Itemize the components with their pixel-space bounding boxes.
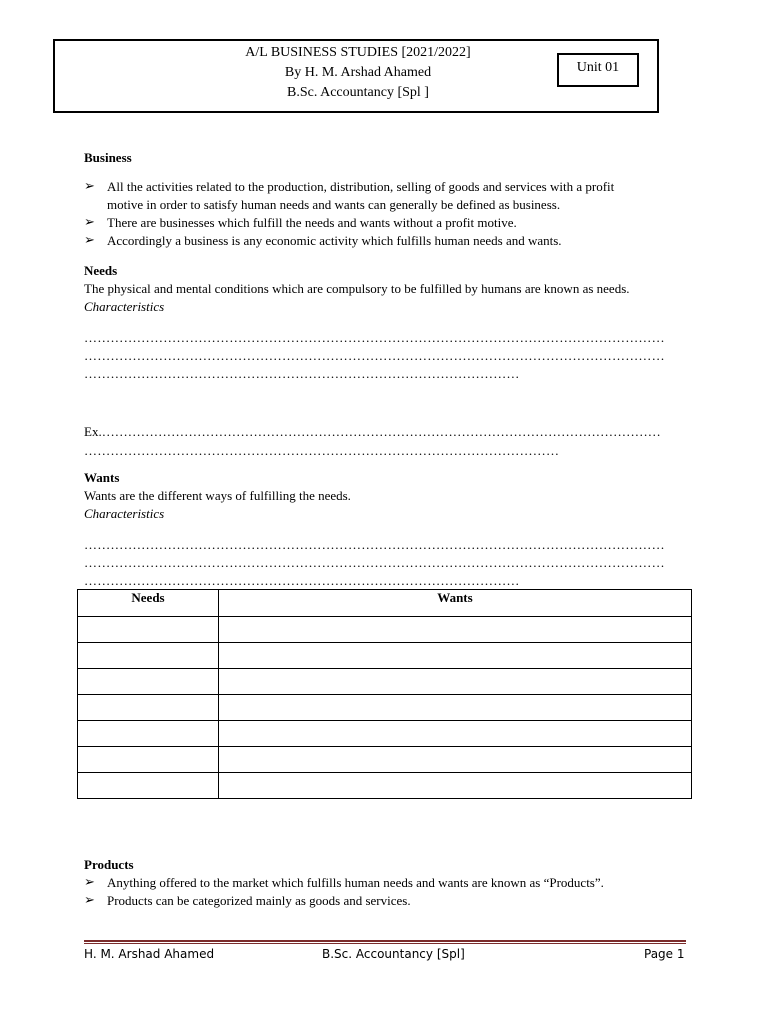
arrow-bullet-icon: ➢ bbox=[84, 875, 95, 890]
table-row bbox=[78, 747, 692, 773]
needs-cell[interactable] bbox=[78, 617, 219, 643]
business-heading: Business bbox=[84, 150, 132, 165]
unit-badge: Unit 01 bbox=[557, 53, 639, 87]
arrow-bullet-icon: ➢ bbox=[84, 233, 95, 248]
table-row bbox=[78, 773, 692, 799]
needs-definition: The physical and mental conditions which are compulsory to be fulfilled by humans are known as needs. bbox=[84, 281, 630, 296]
wants-cell[interactable] bbox=[219, 669, 692, 695]
products-bullet-2: Products can be categorized mainly as goods and services. bbox=[107, 893, 411, 908]
arrow-bullet-icon: ➢ bbox=[84, 215, 95, 230]
wants-cell[interactable] bbox=[219, 617, 692, 643]
needs-heading: Needs bbox=[84, 263, 118, 278]
business-bullet-1b: motive in order to satisfy human needs and wants can generally be defined as business. bbox=[107, 197, 561, 212]
author-line: By H. M. Arshad Ahamed bbox=[284, 65, 432, 80]
needs-cell[interactable] bbox=[78, 721, 219, 747]
example-label: Ex. bbox=[84, 424, 102, 439]
qualification-line: B.Sc. Accountancy [Spl ] bbox=[287, 85, 429, 100]
table-row bbox=[78, 721, 692, 747]
table-row bbox=[78, 695, 692, 721]
answer-line: …………………………………………………………………………………………………………………… bbox=[84, 555, 665, 570]
needs-cell[interactable] bbox=[78, 695, 219, 721]
footer-qualification: B.Sc. Accountancy [Spl] bbox=[322, 947, 465, 961]
table-row bbox=[78, 669, 692, 695]
answer-line: …………………………………………………………………………………………………………………… bbox=[84, 537, 665, 552]
needs-wants-table bbox=[77, 589, 692, 799]
footer-author: H. M. Arshad Ahamed bbox=[84, 947, 215, 961]
arrow-bullet-icon: ➢ bbox=[84, 893, 95, 908]
answer-line: …………………………………………………………………………………………………………………… bbox=[84, 348, 665, 363]
wants-cell[interactable] bbox=[219, 747, 692, 773]
products-bullet-1: Anything offered to the market which fulfills human needs and wants are known as “Products”. bbox=[107, 875, 604, 890]
wants-cell[interactable] bbox=[219, 773, 692, 799]
wants-characteristics-label: Characteristics bbox=[84, 506, 165, 521]
business-bullet-2: There are businesses which fulfill the needs and wants without a profit motive. bbox=[107, 215, 517, 230]
business-bullet-3: Accordingly a business is any economic activity which fulfills human needs and wants. bbox=[107, 233, 562, 248]
products-heading: Products bbox=[84, 857, 134, 872]
table-row bbox=[78, 617, 692, 643]
wants-cell[interactable] bbox=[219, 721, 692, 747]
needs-column-header: Needs bbox=[78, 590, 219, 617]
needs-cell[interactable] bbox=[78, 747, 219, 773]
wants-cell[interactable] bbox=[219, 643, 692, 669]
answer-line: ………………………………………………………………………………………………………………… bbox=[101, 424, 661, 439]
wants-column-header: Wants bbox=[219, 590, 692, 617]
answer-line: …………………………………………………………………………………………………………………… bbox=[84, 330, 665, 345]
answer-line: ……………………………………………………………………………………………… bbox=[84, 443, 560, 458]
needs-cell[interactable] bbox=[78, 669, 219, 695]
needs-characteristics-label: Characteristics bbox=[84, 299, 165, 314]
footer-divider-thin bbox=[84, 943, 686, 944]
document-title: A/L BUSINESS STUDIES [2021/2022] bbox=[245, 45, 471, 60]
example-line bbox=[84, 424, 661, 440]
business-bullet-1a: All the activities related to the production, distribution, selling of goods and services with a profit bbox=[107, 179, 615, 194]
answer-line: ……………………………………………………………………………………… bbox=[84, 573, 520, 588]
needs-cell[interactable] bbox=[78, 643, 219, 669]
wants-cell[interactable] bbox=[219, 695, 692, 721]
wants-heading: Wants bbox=[84, 470, 120, 485]
table-header-row bbox=[78, 590, 692, 617]
arrow-bullet-icon: ➢ bbox=[84, 179, 95, 194]
answer-line: ……………………………………………………………………………………… bbox=[84, 366, 520, 381]
needs-cell[interactable] bbox=[78, 773, 219, 799]
table-row bbox=[78, 643, 692, 669]
footer-divider bbox=[84, 940, 686, 942]
page-number: Page 1 bbox=[644, 947, 685, 961]
wants-definition: Wants are the different ways of fulfilling the needs. bbox=[84, 488, 351, 503]
